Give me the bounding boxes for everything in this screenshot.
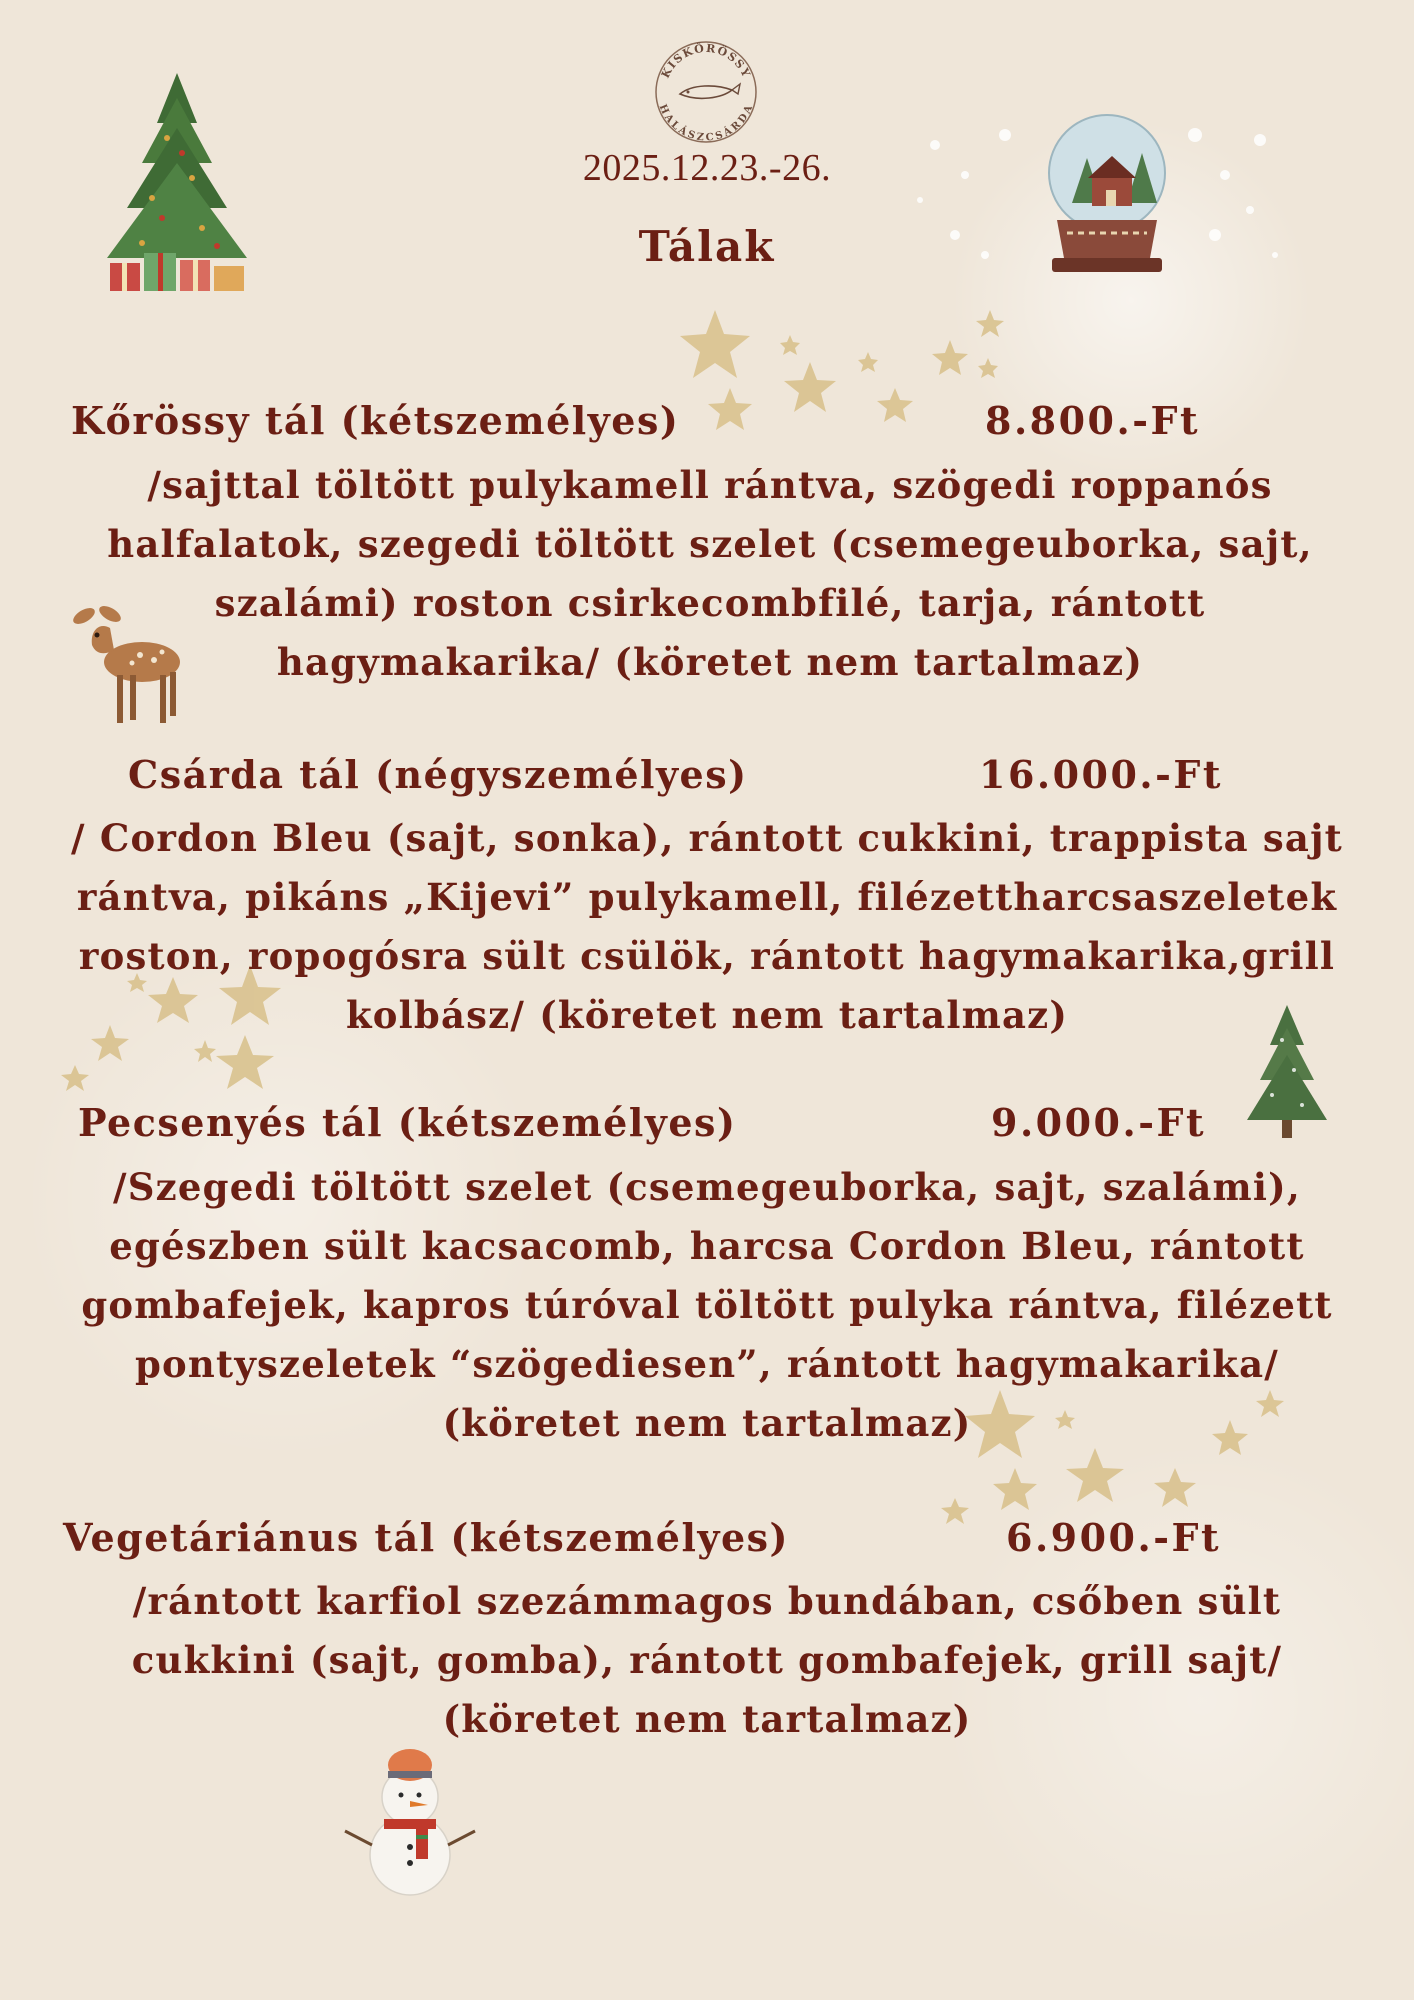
- star-cluster-icon: [640, 300, 1020, 450]
- page-title: Tálak: [638, 222, 776, 271]
- menu-item-description: / Cordon Bleu (sajt, sonka), rántott cukkini, trappista sajt rántva, pikáns „Kijevi” pulykamell, filézettharcsaszeletek roston, ropogósra sült csülök, rántott hagymakarika,grill kolbász/ (köretet nem tartalmaz): [71, 816, 1343, 1037]
- menu-item-description: /Szegedi töltött szelet (csemegeuborka, sajt, szalámi), egészben sült kacsacomb, harcsa Cordon Bleu, rántott gombafejek, kapros túróval töltött pulyka rántva, filézett pontyszeletek “szögediesen”, rántott hagymakarika/ (köretet nem tartalmaz): [81, 1165, 1333, 1445]
- menu-item-price: 8.800.-Ft: [985, 398, 1201, 443]
- svg-text:HALÁSZCSÁRDA: HALÁSZCSÁRDA: [656, 102, 756, 144]
- snow-globe-icon: [1042, 108, 1172, 278]
- menu-item-description: /rántott karfiol szezámmagos bundában, csőben sült cukkini (sajt, gomba), rántott gombafejek, grill sajt/ (köretet nem tartalmaz): [131, 1579, 1283, 1741]
- menu-item-price: 16.000.-Ft: [979, 752, 1223, 797]
- event-date: 2025.12.23.-26.: [582, 147, 832, 189]
- svg-text:KISKŐRÖSSY: KISKŐRÖSSY: [658, 41, 754, 81]
- menu-item-name: Kőrössy tál (kétszemélyes): [71, 398, 680, 443]
- menu-item-price: 6.900.-Ft: [1006, 1515, 1222, 1560]
- menu-item-name: Vegetáriánus tál (kétszemélyes): [63, 1515, 790, 1560]
- logo-icon: [652, 38, 760, 146]
- menu-item-name: Pecsenyés tál (kétszemélyes): [78, 1100, 737, 1145]
- christmas-tree-icon: [82, 68, 272, 298]
- menu-item-price: 9.000.-Ft: [991, 1100, 1207, 1145]
- menu-item-description: /sajttal töltött pulykamell rántva, szögedi roppanós halfalatok, szegedi töltött szelet (csemegeuborka, sajt, szalámi) roston csirkecombfilé, tarja, rántott hagymakarika/ (köretet nem tartalmaz): [107, 463, 1313, 684]
- menu-item-name: Csárda tál (négyszemélyes): [128, 752, 748, 797]
- snowman-icon: [340, 1745, 480, 1900]
